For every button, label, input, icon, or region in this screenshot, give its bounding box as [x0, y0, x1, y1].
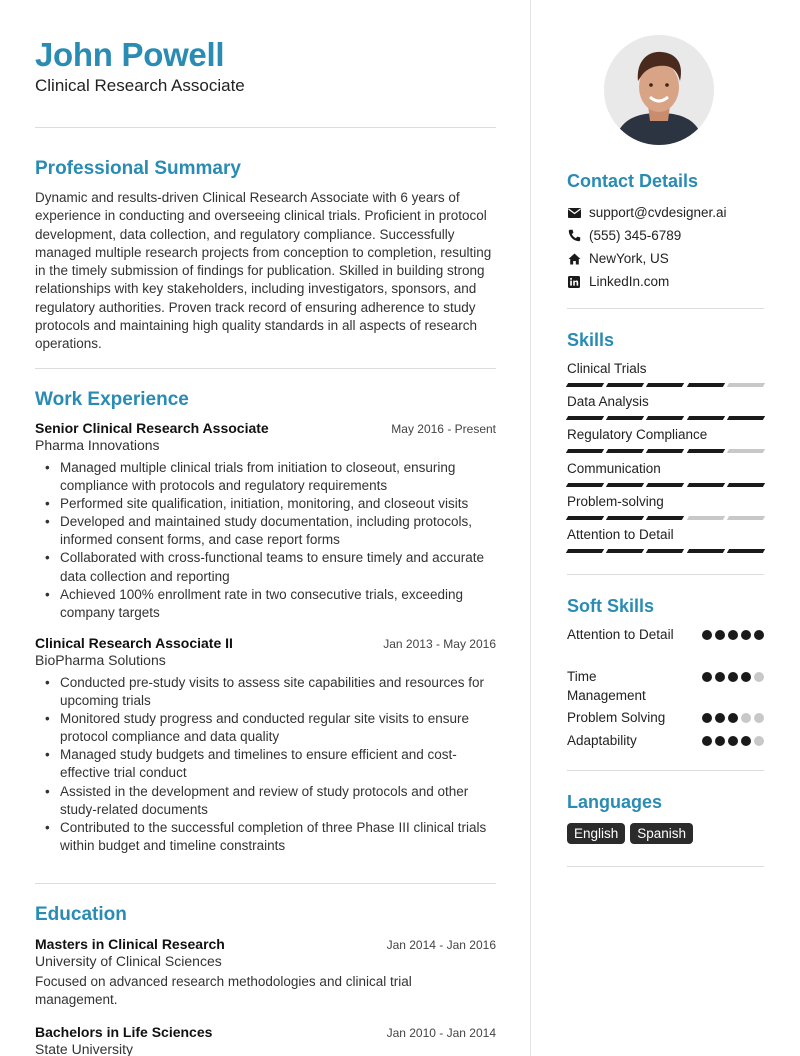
rating-dot — [741, 630, 751, 640]
contact-location-text: NewYork, US — [589, 251, 669, 266]
rating-dot — [702, 736, 712, 746]
skill-level-segment — [686, 383, 725, 387]
job-title: Clinical Research Associate II — [35, 635, 233, 651]
skill-level-bar — [567, 549, 764, 553]
rating-dot — [715, 736, 725, 746]
skill-level-segment — [646, 416, 685, 420]
soft-skill-name: Problem Solving — [567, 710, 666, 725]
rating-dot — [741, 672, 751, 682]
soft-skill-rating — [702, 630, 764, 645]
soft-skill-name: Time Management — [567, 669, 646, 703]
education-dates: Jan 2014 - Jan 2016 — [386, 938, 496, 952]
skill-item — [567, 427, 764, 453]
skill-level-segment — [606, 483, 645, 487]
job-company: Pharma Innovations — [35, 437, 160, 453]
contact-email-text: support@cvdesigner.ai — [589, 205, 727, 220]
job-bullet: • Collaborated with cross-functional teams to ensure timely and accurate data collection and reporting — [35, 549, 496, 585]
skill-level-segment — [646, 449, 685, 453]
skill-level-segment — [646, 383, 685, 387]
contact-linkedin[interactable] — [567, 274, 669, 289]
skill-name: Attention to Detail — [567, 527, 674, 542]
candidate-name: John Powell — [35, 36, 225, 73]
skill-level-segment — [727, 516, 766, 520]
language-tag: Spanish — [630, 823, 693, 844]
rating-dot — [728, 713, 738, 723]
skill-level-segment — [686, 449, 725, 453]
education-degree: Bachelors in Life Sciences — [35, 1024, 213, 1040]
linkedin-icon — [567, 275, 581, 289]
contact-phone[interactable] — [567, 228, 681, 243]
skill-level-segment — [566, 549, 605, 553]
skill-level-segment — [606, 549, 645, 553]
rating-dot — [754, 713, 764, 723]
rating-dot — [754, 672, 764, 682]
skill-item — [567, 394, 764, 420]
skill-name: Clinical Trials — [567, 361, 647, 376]
job-bullet: • Conducted pre-study visits to assess site capabilities and resources for upcoming trials — [35, 674, 496, 710]
education-school: University of Clinical Sciences — [35, 953, 222, 969]
skill-level-bar — [567, 449, 764, 453]
rating-dot — [715, 672, 725, 682]
skills-heading: Skills — [567, 330, 615, 350]
rating-dot — [741, 736, 751, 746]
summary-divider — [35, 368, 496, 369]
education-description: Focused on advanced research methodologies and clinical trial management. — [35, 974, 412, 1008]
job-bullet: • Assisted in the development and review of study protocols and other study-related documents — [35, 783, 496, 819]
job-bullet: • Managed multiple clinical trials from initiation to closeout, ensuring compliance with protocols and regulatory requirements — [35, 459, 496, 495]
education-dates: Jan 2010 - Jan 2014 — [386, 1026, 496, 1040]
experience-heading: Work Experience — [35, 389, 189, 410]
languages-heading: Languages — [567, 792, 663, 812]
skill-level-segment — [566, 516, 605, 520]
job-bullet: • Managed study budgets and timelines to ensure efficient and cost-effective trial conduct — [35, 746, 496, 782]
skill-level-segment — [566, 383, 605, 387]
language-tag: English — [567, 823, 625, 844]
candidate-title: Clinical Research Associate — [35, 76, 245, 95]
skill-level-segment — [646, 483, 685, 487]
education-degree: Masters in Clinical Research — [35, 936, 225, 952]
skill-level-segment — [727, 449, 766, 453]
language-tags — [567, 823, 693, 844]
rating-dot — [715, 630, 725, 640]
job-company: BioPharma Solutions — [35, 652, 166, 668]
skill-level-segment — [686, 516, 725, 520]
skill-name: Regulatory Compliance — [567, 427, 708, 442]
rating-dot — [728, 736, 738, 746]
skill-item — [567, 461, 764, 487]
job-bullets — [35, 459, 496, 622]
rating-dot — [754, 736, 764, 746]
skill-level-segment — [606, 416, 645, 420]
job-dates: May 2016 - Present — [391, 422, 496, 436]
job-bullet: • Achieved 100% enrollment rate in two consecutive trials, exceeding company targets — [35, 586, 496, 622]
soft-skill-name: Adaptability — [567, 733, 637, 748]
profile-photo-illustration — [604, 35, 714, 145]
skill-level-segment — [566, 449, 605, 453]
soft-skills-divider — [567, 770, 764, 771]
rating-dot — [728, 630, 738, 640]
experience-divider — [35, 883, 496, 884]
skill-level-bar — [567, 483, 764, 487]
soft-skill-item — [567, 709, 764, 728]
skill-level-segment — [727, 483, 766, 487]
education-entry — [35, 1024, 496, 1056]
skill-level-bar — [567, 416, 764, 420]
job-bullets — [35, 674, 496, 855]
home-icon — [567, 252, 581, 266]
job-bullet: • Performed site qualification, initiation, monitoring, and closeout visits — [35, 495, 496, 513]
skill-level-segment — [727, 549, 766, 553]
soft-skill-rating — [702, 713, 764, 728]
skill-name: Problem-solving — [567, 494, 664, 509]
job-entry — [35, 420, 496, 622]
skill-level-segment — [686, 549, 725, 553]
skill-level-segment — [566, 416, 605, 420]
languages-divider — [567, 866, 764, 867]
skill-level-segment — [566, 483, 605, 487]
rating-dot — [715, 713, 725, 723]
skill-item — [567, 527, 764, 553]
skill-level-segment — [606, 383, 645, 387]
job-entry — [35, 635, 496, 855]
rating-dot — [754, 630, 764, 640]
education-heading: Education — [35, 904, 127, 925]
contact-divider — [567, 308, 764, 309]
soft-skill-item — [567, 668, 764, 705]
contact-email[interactable] — [567, 205, 727, 220]
skill-level-bar — [567, 383, 764, 387]
skill-level-segment — [646, 516, 685, 520]
contact-location — [567, 251, 669, 266]
rating-dot — [702, 672, 712, 682]
skill-level-bar — [567, 516, 764, 520]
skill-level-segment — [727, 383, 766, 387]
skill-item — [567, 494, 764, 520]
skills-divider — [567, 574, 764, 575]
contact-heading: Contact Details — [567, 171, 699, 191]
summary-text: Dynamic and results-driven Clinical Research Associate with 6 years of experience in conducting and overseeing clinical trials. Proficient in protocol development, data collection, and regulatory compliance. Successfully managed multiple research projects from conception to completion, resulting in the timely submission of findings for publication. Skilled in building strong relationships with key stakeholders, including investigators, sponsors, and regulatory authorities. Proven track record of ensuring adherence to study protocols and maintaining high quality standards in all aspects of research operations. — [35, 190, 492, 352]
education-school: State University — [35, 1041, 134, 1056]
soft-skill-rating — [702, 736, 764, 751]
soft-skill-item — [567, 626, 764, 645]
skill-level-segment — [727, 416, 766, 420]
envelope-icon — [567, 206, 581, 220]
phone-icon — [567, 229, 581, 243]
education-entry — [35, 936, 496, 1010]
soft-skill-name: Attention to Detail — [567, 627, 674, 642]
rating-dot — [702, 630, 712, 640]
summary-heading: Professional Summary — [35, 158, 241, 179]
profile-photo — [604, 35, 714, 145]
job-bullet: • Developed and maintained study documentation, including protocols, informed consent forms, and case report forms — [35, 513, 496, 549]
job-title: Senior Clinical Research Associate — [35, 420, 269, 436]
column-divider — [530, 0, 531, 1056]
rating-dot — [702, 713, 712, 723]
job-dates: Jan 2013 - May 2016 — [383, 637, 496, 651]
soft-skill-rating — [702, 672, 764, 705]
contact-phone-text: (555) 345-6789 — [589, 228, 682, 243]
job-bullet: • Contributed to the successful completion of three Phase III clinical trials within budget and timeline constraints — [35, 819, 496, 855]
skill-name: Communication — [567, 461, 661, 476]
skill-level-segment — [606, 449, 645, 453]
soft-skill-item — [567, 732, 764, 751]
header-divider — [35, 127, 496, 128]
soft-skills-heading: Soft Skills — [567, 596, 655, 616]
rating-dot — [741, 713, 751, 723]
skill-level-segment — [646, 549, 685, 553]
skill-level-segment — [606, 516, 645, 520]
skill-level-segment — [686, 416, 725, 420]
job-bullet: • Monitored study progress and conducted regular site visits to ensure protocol compliance and data quality — [35, 710, 496, 746]
contact-linkedin-text: LinkedIn.com — [589, 274, 670, 289]
skill-level-segment — [686, 483, 725, 487]
skill-name: Data Analysis — [567, 394, 649, 409]
skill-item — [567, 361, 764, 387]
rating-dot — [728, 672, 738, 682]
